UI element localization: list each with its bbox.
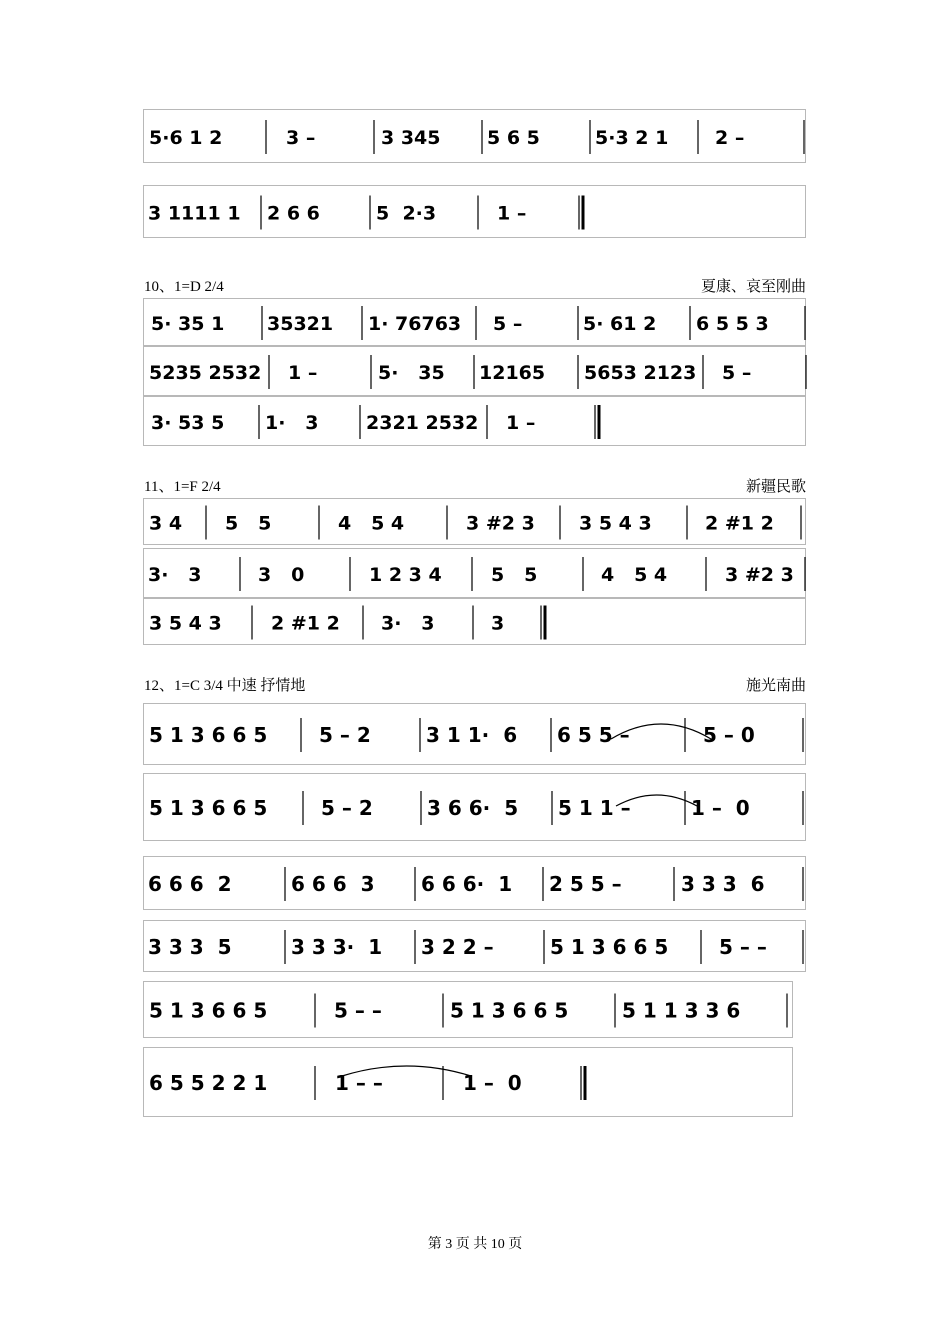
staff-notation bbox=[144, 110, 807, 164]
measure-notes: 5· 35 1 bbox=[151, 313, 225, 335]
piece-number-key: 11、1=F 2/4 bbox=[144, 479, 221, 495]
staff-line bbox=[143, 548, 806, 598]
measure-notes: 2 #1 2 bbox=[271, 612, 340, 635]
measure-notes: 3 1111 1 bbox=[148, 202, 241, 225]
measure-notes: 3 5 4 3 bbox=[579, 512, 652, 535]
measure-notes: 1 – bbox=[497, 202, 527, 225]
measure-notes: 6 6 6 2 bbox=[148, 872, 232, 896]
measure-notes: 3 345 bbox=[381, 127, 441, 149]
staff-line bbox=[143, 1047, 793, 1117]
measure-notes: 5 6 5 bbox=[487, 127, 540, 149]
measure-notes: 3 #2 3 bbox=[466, 512, 535, 535]
staff-line bbox=[143, 109, 806, 163]
measure-notes: 1 – bbox=[288, 362, 318, 384]
staff-line bbox=[143, 598, 806, 645]
measure-notes: 4 5 4 bbox=[338, 512, 405, 535]
measure-notes: 3 3 3· 1 bbox=[291, 935, 383, 959]
measure-notes: 5 2·3 bbox=[376, 202, 437, 225]
measure-notes: 3 3 3 6 bbox=[681, 872, 765, 896]
measure-notes: 1· 76763 bbox=[368, 313, 462, 335]
staff-line bbox=[143, 703, 806, 765]
measure-notes: 6 5 5 – bbox=[557, 723, 630, 747]
measure-notes: 5· 35 bbox=[378, 362, 445, 384]
page-footer: 第 3 页 共 10 页 bbox=[427, 1237, 523, 1252]
measure-notes: 1 – – bbox=[335, 1071, 383, 1095]
measure-notes: 1 – 0 bbox=[691, 796, 750, 820]
measure-notes: 5 – 2 bbox=[321, 796, 373, 820]
staff-line bbox=[143, 346, 806, 396]
staff-line bbox=[143, 856, 806, 910]
measure-notes: 1 – 0 bbox=[463, 1071, 522, 1095]
measure-notes: 5235 2532 bbox=[149, 362, 262, 384]
staff-notation bbox=[144, 499, 807, 546]
measure-notes: 3 6 6· 5 bbox=[427, 796, 519, 820]
measure-notes: 12165 bbox=[479, 362, 546, 384]
measure-notes: 5 5 bbox=[225, 512, 272, 535]
staff-notation bbox=[144, 1048, 794, 1118]
measure-notes: 1 – bbox=[506, 412, 536, 434]
staff-notation bbox=[144, 921, 807, 973]
piece-number-key: 12、1=C 3/4 中速 抒情地 bbox=[144, 678, 306, 694]
measure-notes: 3 0 bbox=[258, 564, 305, 586]
measure-notes: 5 – – bbox=[334, 998, 382, 1023]
measure-notes: 6 5 5 2 2 1 bbox=[149, 1071, 268, 1095]
measure-notes: 3 1 1· 6 bbox=[426, 723, 518, 747]
staff-line bbox=[143, 981, 793, 1038]
measure-notes: 5 1 3 6 6 5 bbox=[450, 998, 569, 1023]
measure-notes: 3 3 3 5 bbox=[148, 935, 232, 959]
measure-notes: 5·6 1 2 bbox=[149, 127, 223, 149]
measure-notes: 2 – bbox=[715, 127, 745, 149]
staff-notation bbox=[144, 299, 807, 347]
measure-notes: 5 1 3 6 6 5 bbox=[149, 723, 268, 747]
measure-notes: 4 5 4 bbox=[601, 564, 668, 586]
measure-notes: 5 1 3 6 6 5 bbox=[550, 935, 669, 959]
staff-notation bbox=[144, 186, 807, 239]
staff-notation bbox=[144, 347, 807, 397]
staff-line bbox=[143, 396, 806, 446]
measure-notes: 5 – – bbox=[719, 935, 767, 959]
measure-notes: 5 1 1 – bbox=[558, 796, 631, 820]
staff-notation bbox=[144, 599, 807, 646]
measure-notes: 3 #2 3 bbox=[725, 564, 794, 586]
staff-notation bbox=[144, 549, 807, 599]
measure-notes: 3· 3 bbox=[148, 564, 202, 586]
staff-line bbox=[143, 185, 806, 238]
measure-notes: 3· 53 5 bbox=[151, 412, 225, 434]
measure-notes: 5 – bbox=[493, 313, 523, 335]
measure-notes: 3 4 bbox=[149, 512, 183, 535]
staff-notation bbox=[144, 857, 807, 911]
measure-notes: 1 2 3 4 bbox=[369, 564, 442, 586]
piece-composer: 夏康、哀至刚曲 bbox=[700, 279, 806, 295]
staff-notation bbox=[144, 774, 807, 842]
staff-notation bbox=[144, 982, 794, 1039]
measure-notes: 3· 3 bbox=[381, 612, 435, 635]
measure-notes: 5 1 1 3 3 6 bbox=[622, 998, 741, 1023]
piece-composer: 新疆民歌 bbox=[745, 479, 806, 495]
measure-notes: 3 2 2 – bbox=[421, 935, 494, 959]
staff-line bbox=[143, 298, 806, 346]
measure-notes: 5 – 2 bbox=[319, 723, 371, 747]
measure-notes: 2 #1 2 bbox=[705, 512, 774, 535]
staff-line bbox=[143, 773, 806, 841]
measure-notes: 3 5 4 3 bbox=[149, 612, 222, 635]
measure-notes: 5· 61 2 bbox=[583, 313, 657, 335]
measure-notes: 6 5 5 3 bbox=[696, 313, 769, 335]
measure-notes: 5 5 bbox=[491, 564, 538, 586]
measure-notes: 5·3 2 1 bbox=[595, 127, 669, 149]
measure-notes: 1· 3 bbox=[265, 412, 319, 434]
measure-notes: 6 6 6 3 bbox=[291, 872, 375, 896]
measure-notes: 5653 2123 bbox=[584, 362, 697, 384]
measure-notes: 5 – bbox=[722, 362, 752, 384]
measure-notes: 5 – 0 bbox=[703, 723, 755, 747]
measure-notes: 35321 bbox=[267, 313, 334, 335]
staff-notation bbox=[144, 704, 807, 766]
measure-notes: 2 6 6 bbox=[267, 202, 320, 225]
piece-number-key: 10、1=D 2/4 bbox=[144, 279, 224, 295]
measure-notes: 6 6 6· 1 bbox=[421, 872, 513, 896]
measure-notes: 5 1 3 6 6 5 bbox=[149, 796, 268, 820]
staff-notation bbox=[144, 397, 807, 447]
measure-notes: 3 bbox=[491, 612, 505, 635]
staff-line bbox=[143, 498, 806, 545]
measure-notes: 2 5 5 – bbox=[549, 872, 622, 896]
measure-notes: 2321 2532 bbox=[366, 412, 479, 434]
measure-notes: 3 – bbox=[286, 127, 316, 149]
piece-composer: 施光南曲 bbox=[745, 678, 806, 694]
staff-line bbox=[143, 920, 806, 972]
measure-notes: 5 1 3 6 6 5 bbox=[149, 998, 268, 1023]
